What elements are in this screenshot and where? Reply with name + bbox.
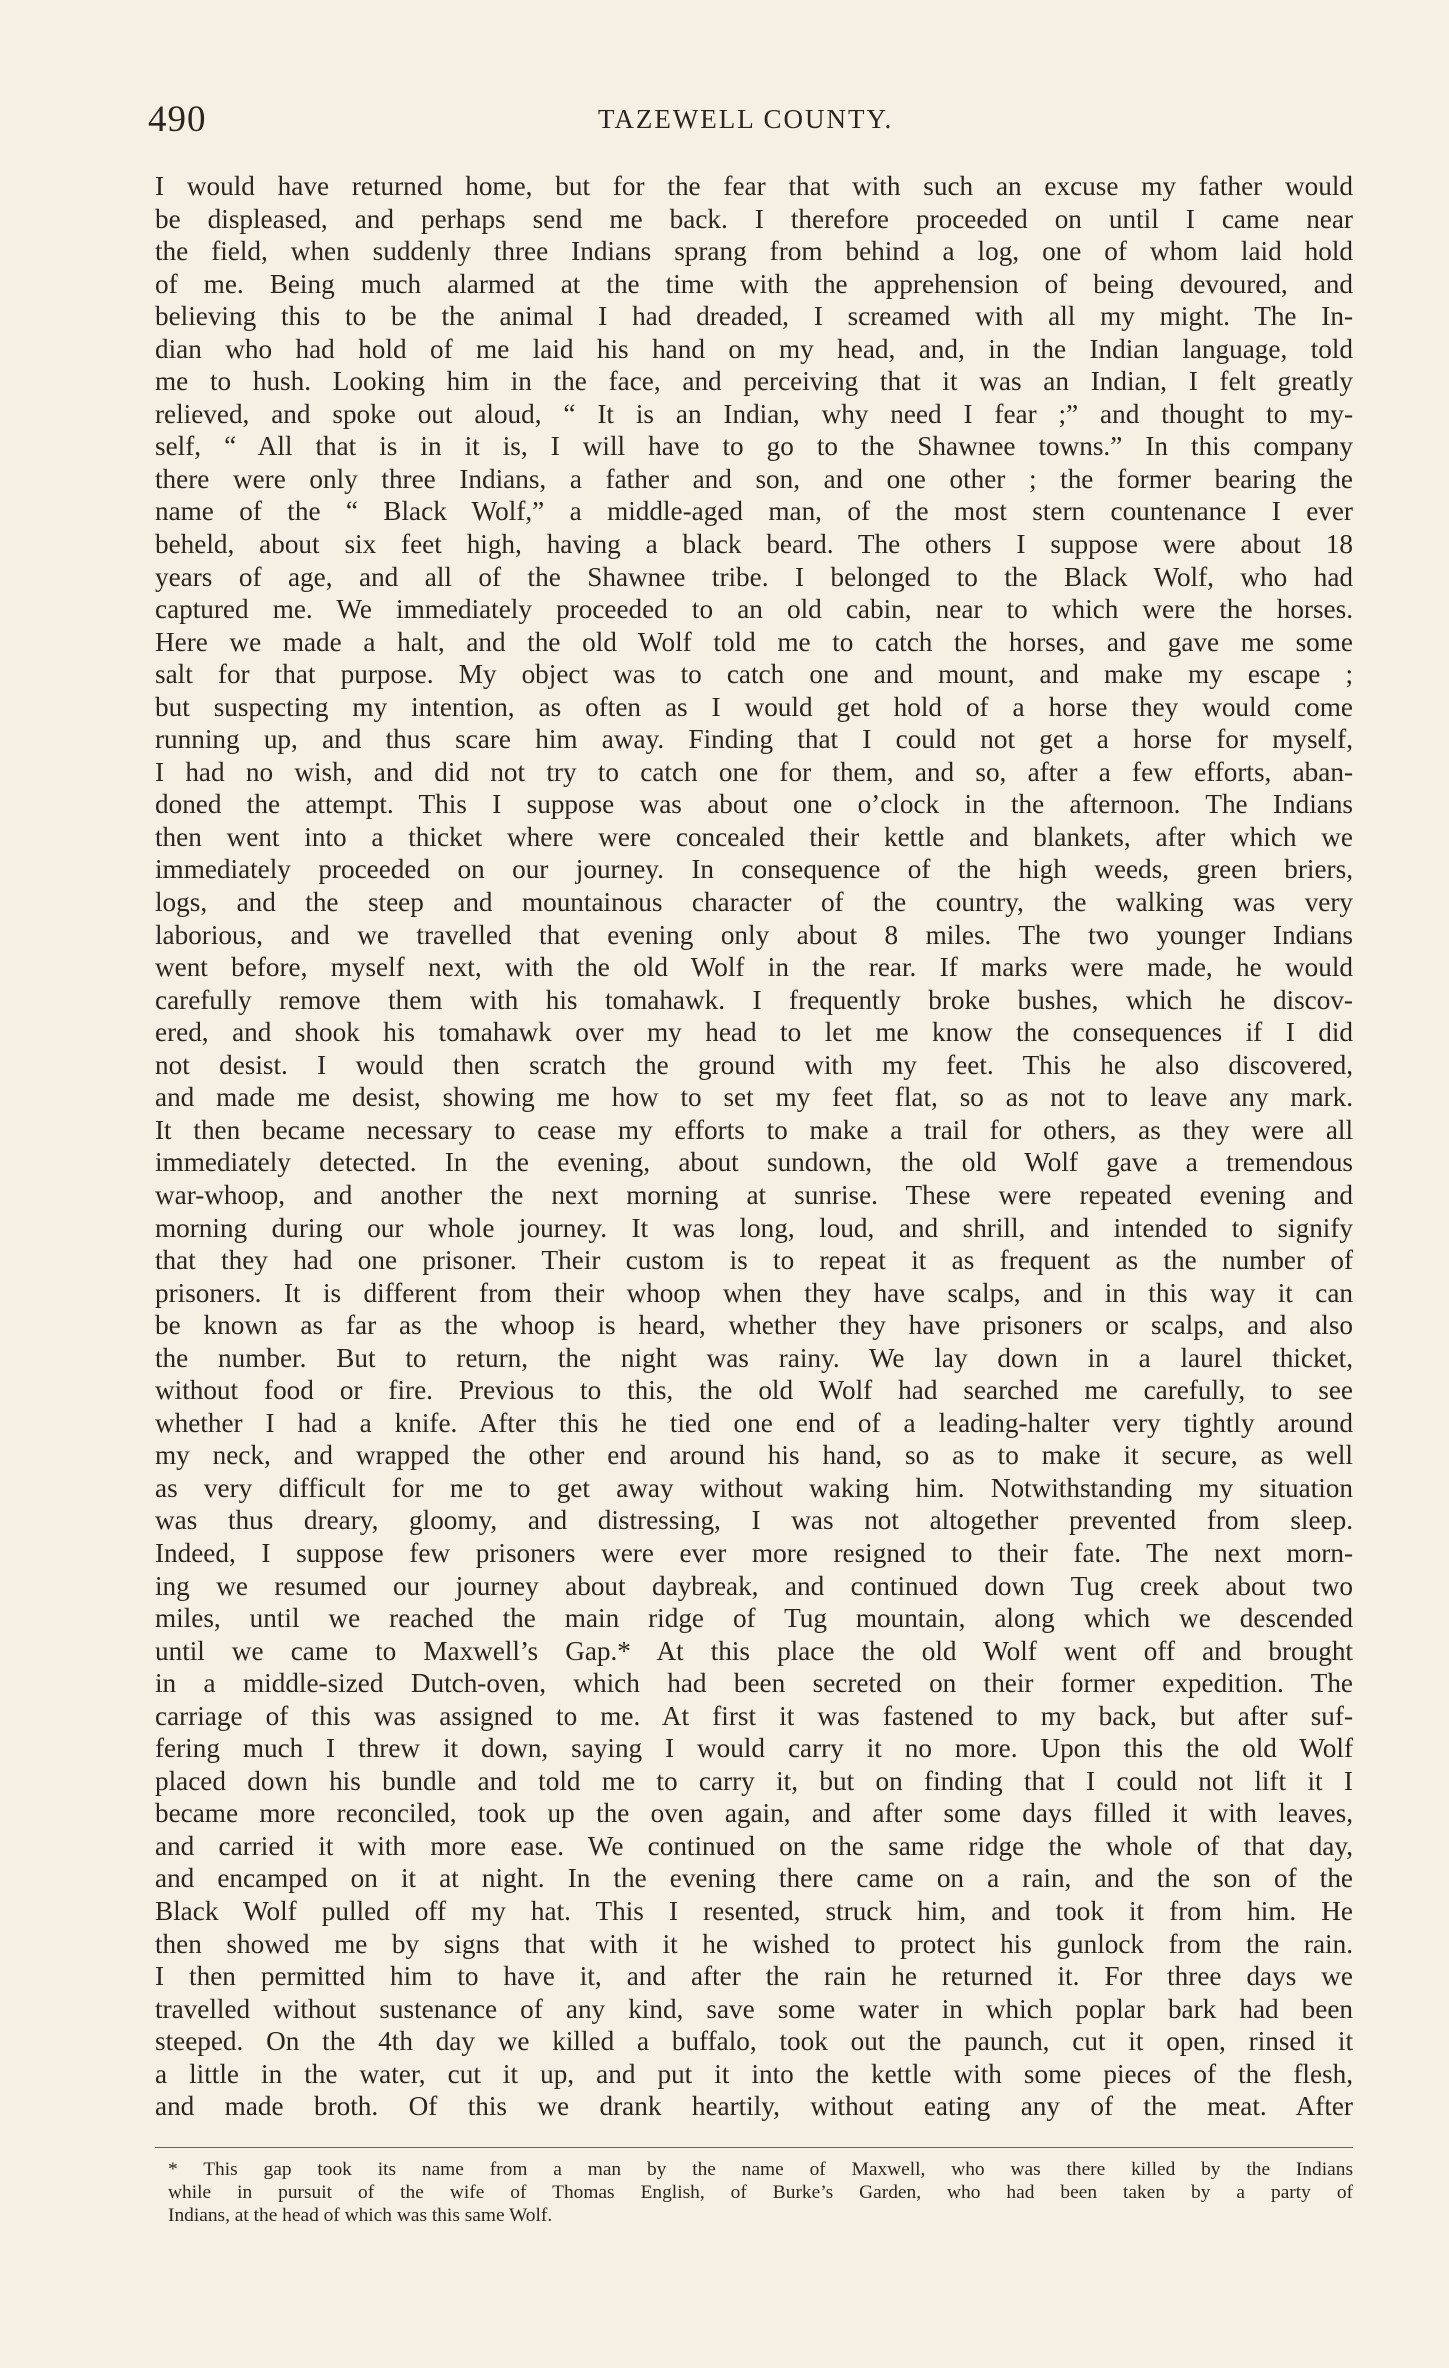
body-line: war-whoop, and another the next morning at sunrise. These were repeated evening and — [155, 1179, 1353, 1210]
body-line: running up, and thus scare him away. Finding that I could not get a horse for myself, — [155, 724, 1353, 755]
body-line: It then became necessary to cease my efforts to make a trail for others, as they were all — [155, 1114, 1353, 1145]
running-head — [148, 98, 1353, 146]
body-line: morning during our whole journey. It was long, loud, and shrill, and intended to signify — [155, 1212, 1353, 1243]
body-line: went before, myself next, with the old Wolf in the rear. If marks were made, he would — [155, 952, 1353, 983]
body-line: ered, and shook his tomahawk over my head to let me know the consequences if I did — [155, 1017, 1353, 1048]
body-line: whether I had a knife. After this he tied one end of a leading-halter very tightly around — [155, 1407, 1353, 1438]
body-line: and made me desist, showing me how to set my feet flat, so as not to leave any mark. — [155, 1082, 1353, 1113]
body-line: beheld, about six feet high, having a black beard. The others I suppose were about 18 — [155, 529, 1353, 560]
body-line: Here we made a halt, and the old Wolf told me to catch the horses, and gave me some — [155, 626, 1353, 657]
body-line: years of age, and all of the Shawnee tribe. I belonged to the Black Wolf, who had — [155, 561, 1353, 592]
body-line: fering much I threw it down, saying I would carry it no more. Upon this the old Wolf — [155, 1733, 1353, 1764]
footnote — [168, 2158, 1353, 2227]
body-line: of me. Being much alarmed at the time with the apprehension of being devoured, and — [155, 268, 1353, 299]
body-line: then showed me by signs that with it he wished to protect his gunlock from the rain. — [155, 1928, 1353, 1959]
body-line: I had no wish, and did not try to catch one for them, and so, after a few efforts, aban- — [155, 756, 1353, 787]
body-line: and carried it with more ease. We continued on the same ridge the whole of that day, — [155, 1830, 1353, 1861]
body-line: the field, when suddenly three Indians sprang from behind a log, one of whom laid hold — [155, 236, 1353, 267]
body-line: be known as far as the whoop is heard, whether they have prisoners or scalps, and also — [155, 1310, 1353, 1341]
body-line: until we came to Maxwell’s Gap.* At this place the old Wolf went off and brought — [155, 1635, 1353, 1666]
body-line: doned the attempt. This I suppose was about one o’clock in the afternoon. The Indians — [155, 789, 1353, 820]
running-title: TAZEWELL COUNTY. — [598, 104, 894, 134]
body-text — [155, 170, 1353, 2123]
body-line: steeped. On the 4th day we killed a buffalo, took out the paunch, cut it open, rinsed it — [155, 2026, 1353, 2057]
body-line: name of the “ Black Wolf,” a middle-aged man, of the most stern countenance I ever — [155, 496, 1353, 527]
body-line: carriage of this was assigned to me. At first it was fastened to my back, but after suf- — [155, 1700, 1353, 1731]
body-line: I would have returned home, but for the fear that with such an excuse my father would — [155, 171, 1353, 201]
body-line: believing this to be the animal I had dreaded, I screamed with all my might. The In- — [155, 301, 1353, 332]
body-line: as very difficult for me to get away without waking him. Notwithstanding my situation — [155, 1472, 1353, 1503]
body-line: placed down his bundle and told me to carry it, but on finding that I could not lift it I — [155, 1765, 1353, 1796]
body-line: self, “ All that is in it is, I will have to go to the Shawnee towns.” In this company — [155, 431, 1353, 462]
body-line: and made broth. Of this we drank heartily, without eating any of the meat. After — [155, 2091, 1353, 2122]
body-line: Indeed, I suppose few prisoners were ever more resigned to their fate. The next morn- — [155, 1537, 1353, 1568]
footnote-line: while in pursuit of the wife of Thomas English, of Burke’s Garden, who had been taken by a party of — [168, 2182, 1353, 2203]
body-line: me to hush. Looking him in the face, and perceiving that it was an Indian, I felt greatly — [155, 366, 1353, 397]
body-line: ing we resumed our journey about daybreak, and continued down Tug creek about two — [155, 1570, 1353, 1601]
body-line: dian who had hold of me laid his hand on my head, and, in the Indian language, told — [155, 333, 1353, 364]
body-line: but suspecting my intention, as often as I would get hold of a horse they would come — [155, 691, 1353, 722]
body-line: laborious, and we travelled that evening only about 8 miles. The two younger Indians — [155, 919, 1353, 950]
footnote-rule — [155, 2147, 1353, 2148]
body-line: travelled without sustenance of any kind, save some water in which poplar bark had been — [155, 1993, 1353, 2024]
body-line: the number. But to return, the night was rainy. We lay down in a laurel thicket, — [155, 1342, 1353, 1373]
body-line: prisoners. It is different from their whoop when they have scalps, and in this way it can — [155, 1277, 1353, 1308]
body-line: carefully remove them with his tomahawk. I frequently broke bushes, which he discov- — [155, 984, 1353, 1015]
body-line: that they had one prisoner. Their custom is to repeat it as frequent as the number of — [155, 1245, 1353, 1276]
body-line: without food or fire. Previous to this, the old Wolf had searched me carefully, to see — [155, 1375, 1353, 1406]
page-number: 490 — [148, 99, 207, 140]
body-line: salt for that purpose. My object was to catch one and mount, and make my escape ; — [155, 659, 1353, 690]
body-line: in a middle-sized Dutch-oven, which had been secreted on their former expedition. The — [155, 1668, 1353, 1699]
body-line: a little in the water, cut it up, and put it into the kettle with some pieces of the flesh, — [155, 2058, 1353, 2089]
body-line: not desist. I would then scratch the ground with my feet. This he also discovered, — [155, 1049, 1353, 1080]
body-line: logs, and the steep and mountainous character of the country, the walking was very — [155, 887, 1353, 918]
body-line: immediately proceeded on our journey. In consequence of the high weeds, green briers, — [155, 854, 1353, 885]
footnote-line: Indians, at the head of which was this same Wolf. — [168, 2205, 553, 2226]
body-line: be displeased, and perhaps send me back. I therefore proceeded on until I came near — [155, 203, 1353, 234]
body-line: captured me. We immediately proceeded to an old cabin, near to which were the horses. — [155, 594, 1353, 625]
body-line: I then permitted him to have it, and after the rain he returned it. For three days we — [155, 1961, 1353, 1992]
body-line: became more reconciled, took up the oven again, and after some days filled it with leaves, — [155, 1798, 1353, 1829]
body-line: immediately detected. In the evening, about sundown, the old Wolf gave a tremendous — [155, 1147, 1353, 1178]
footnote-line: * This gap took its name from a man by the name of Maxwell, who was there killed by the Indians — [168, 2159, 1353, 2180]
body-line: Black Wolf pulled off my hat. This I resented, struck him, and took it from him. He — [155, 1895, 1353, 1926]
body-line: my neck, and wrapped the other end around his hand, so as to make it secure, as well — [155, 1440, 1353, 1471]
body-line: and encamped on it at night. In the evening there came on a rain, and the son of the — [155, 1863, 1353, 1894]
body-line: relieved, and spoke out aloud, “ It is an Indian, why need I fear ;” and thought to my- — [155, 398, 1353, 429]
body-line: there were only three Indians, a father and son, and one other ; the former bearing the — [155, 463, 1353, 494]
body-line: miles, until we reached the main ridge of Tug mountain, along which we descended — [155, 1603, 1353, 1634]
body-line: then went into a thicket where were concealed their kettle and blankets, after which we — [155, 821, 1353, 852]
body-line: was thus dreary, gloomy, and distressing, I was not altogether prevented from sleep. — [155, 1505, 1353, 1536]
